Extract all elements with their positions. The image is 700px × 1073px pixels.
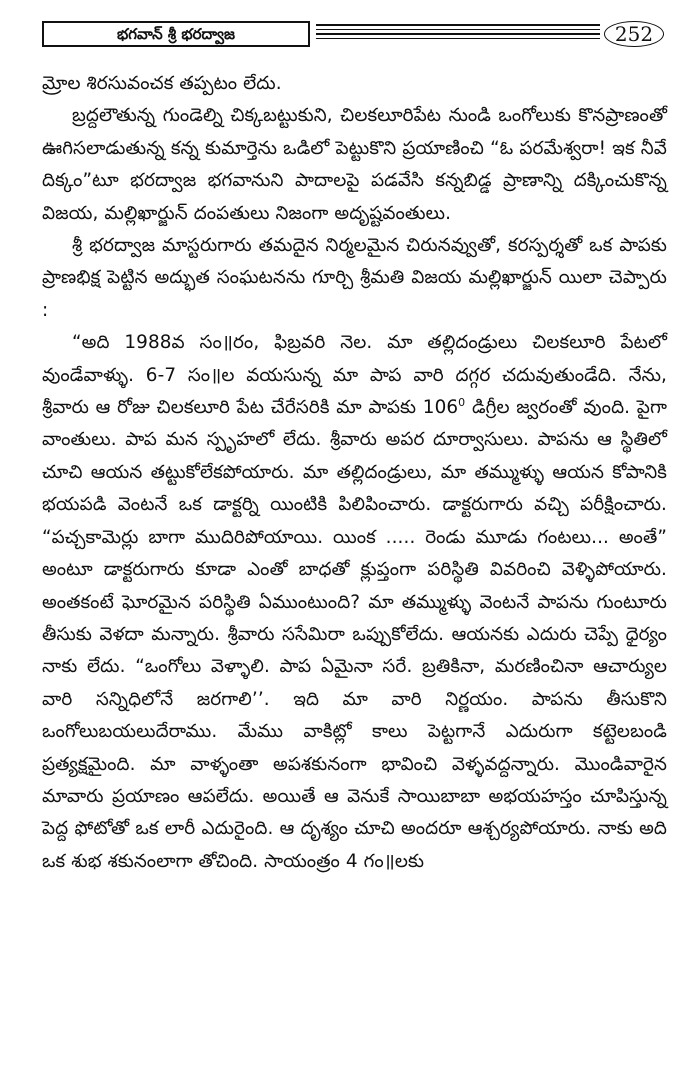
paragraph-2: బ్రద్దలౌతున్న గుండెల్ని చిక్కబట్టుకుని, చిలకలూరిపేట నుండి ఒంగోలుకు కొనప్రాణంతో ఊగిసలాడుతున్న కన్న కుమార్తెను ఒడిలో పెట్టుకొని ప్రయాణించి “ఓ పరమేశ్వరా! ఇక నీవే దిక్కం”టూ భరద్వాజ భగవానుని పాదాలపై పడవేసి కన్నబిడ్డ ప్రాణాన్ని దక్కించుకొన్న విజయ, మల్లిఖార్జున్ దంపతులు నిజంగా అదృష్టవంతులు. — [42, 105, 667, 224]
header-rules — [316, 24, 600, 44]
page-body — [42, 68, 667, 878]
quote-paragraph — [42, 327, 667, 878]
page-number: 252 — [604, 21, 664, 47]
quote-part-2: డిగ్రీల జ్వరంతో వుంది. పైగా వాంతులు. పాప మన స్పృహలో లేదు. శ్రీవారు అపర దూర్వాసులు. పాపను ఆ స్థితిలో చూచి ఆయన తట్టుకోలేకపోయారు. మా తల్లిదండ్రులు, మా తమ్ముళ్ళు ఆయన కోపానికి భయపడి వెంటనే ఒక డాక్టర్ని యింటికి పిలిపించారు. డాక్టరుగారు వచ్చి పరీక్షించారు. “పచ్చకామెర్లు బాగా ముదిరిపోయాయి. యింక ..... రెండు మూడు గంటలు... అంతే” అంటూ డాక్టరుగారు కూడా ఎంతో బాధతో క్లుప్తంగా పరిస్థితి వివరించి వెళ్ళిపోయారు. అంతకంటే ఘోరమైన పరిస్థితి ఏముంటుంది? మా తమ్ముళ్ళు వెంటనే పాపను గుంటూరు తీసుకు వెళదా మన్నారు. శ్రీవారు ససేమిరా ఒప్పుకోలేదు. ఆయనకు ఎదురు చెప్పే ధైర్యం నాకు లేదు. “ఒంగోలు వెళ్ళాలి. పాప ఏమైనా సరే. బ్రతికినా, మరణించినా ఆచార్యుల వారి సన్నిధిలోనే జరగాలి’’. ఇది మా వారి నిర్ణయం. పాపను తీసుకొని ఒంగోలుబయలుదేరాము. మేము వాకిట్లో కాలు పెట్టగానే ఎదురుగా కట్టెలబండి ప్రత్యక్షమైంది. మా వాళ్ళంతా అపశకునంగా భావించి వెళ్ళవద్దన్నారు. మొండివారైన మావారు ప్రయాణం ఆపలేదు. అయితే ఆ వెనుకే సాయిబాబా అభయహస్తం చూపిస్తున్న పెద్ద ఫోటోతో ఒక లారీ ఎదురైంది. ఆ దృశ్యం చూచి అందరూ ఆశ్చర్యపోయారు. నాకు అది ఒక శుభ శకునంలాగా తోచింది. సాయంత్రం 4 గం॥లకు — [42, 397, 667, 872]
degree-superscript: 0 — [458, 395, 466, 409]
paragraph-3: శ్రీ భరద్వాజ మాస్టరుగారు తమదైన నిర్మలమైన చిరునవ్వుతో, కరస్పర్శతో ఒక పాపకు ప్రాణభిక్ష పెట్టిన అద్భుత సంఘటనను గూర్చి శ్రీమతి విజయ మల్లిఖార్జున్ యిలా చెప్పారు : — [42, 235, 667, 321]
page-header — [42, 21, 664, 53]
running-title: భగవాన్ శ్రీ భరద్వాజ — [42, 21, 310, 47]
quote-part-1: “అది 1988వ సం॥రం, ఫిబ్రవరి నెల. మా తల్లిదండ్రులు చిలకలూరి పేటలో వుండేవాళ్ళు. 6-7 సం॥ల వయసున్న మా పాప వారి దగ్గర చదువుతుండేది. నేను, శ్రీవారు ఆ రోజు చిలకలూరి పేట చేరేసరికి మా పాపకు 106 — [42, 332, 667, 419]
paragraph-1: మ్రోల శిరసువంచక తప్పటం లేదు. — [42, 73, 282, 94]
